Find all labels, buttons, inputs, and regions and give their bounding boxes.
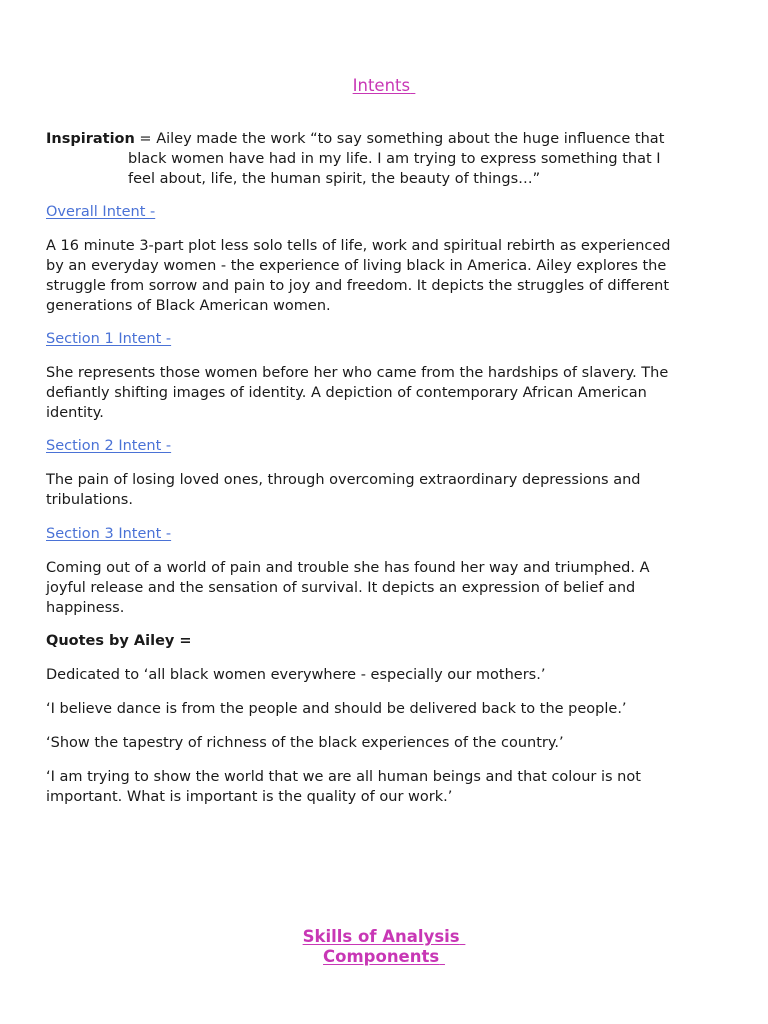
page-title [0, 76, 768, 96]
overall-intent-heading[interactable] [46, 202, 726, 222]
section-2-line: tribulations. [46, 492, 133, 508]
quote-4-line-1: ‘I am trying to show the world that we are all human beings and that colour is not [46, 769, 641, 785]
quotes-heading: Quotes by Ailey = [46, 633, 192, 649]
quote-1: Dedicated to ‘all black women everywhere - especially our mothers.’ [46, 667, 546, 683]
section-3-paragraph [46, 558, 726, 618]
section-2-line: The pain of losing loved ones, through overcoming extraordinary depressions and [46, 472, 641, 488]
overall-intent-paragraph [46, 236, 726, 316]
inspiration-paragraph [46, 129, 726, 189]
inspiration-label: Inspiration [46, 131, 135, 147]
section-3-line: Coming out of a world of pain and trouble she has found her way and triumphed. A [46, 560, 650, 576]
quote-4-line-2: important. What is important is the quality of our work.’ [46, 789, 453, 805]
quote-2: ‘I believe dance is from the people and should be delivered back to the people.’ [46, 701, 627, 717]
footer-title-line-1 [0, 927, 768, 947]
section-3-line: joyful release and the sensation of survival. It depicts an expression of belief and [46, 580, 636, 596]
quote-4 [46, 767, 726, 807]
inspiration-text-1: = Ailey made the work “to say something about the huge influence that [134, 131, 665, 147]
inspiration-line-2: black women have had in my life. I am trying to express something that I [128, 151, 661, 167]
section-1-paragraph [46, 363, 726, 423]
footer-title-text-2: Components [323, 947, 440, 966]
page-title-text: Intents [352, 76, 411, 95]
section-2-link[interactable]: Section 2 Intent - [46, 438, 172, 454]
section-1-link[interactable]: Section 1 Intent - [46, 331, 172, 347]
inspiration-line-1 [46, 129, 726, 149]
overall-line: A 16 minute 3-part plot less solo tells of life, work and spiritual rebirth as experienced [46, 238, 671, 254]
overall-line: generations of Black American women. [46, 298, 331, 314]
footer-title-line-2 [0, 947, 768, 967]
section-1-heading[interactable] [46, 329, 726, 349]
overall-line: struggle from sorrow and pain to joy and freedom. It depicts the struggles of different [46, 278, 670, 294]
inspiration-line-3: feel about, life, the human spirit, the beauty of things…” [128, 171, 541, 187]
section-3-line: happiness. [46, 600, 125, 616]
section-1-line: identity. [46, 405, 104, 421]
section-3-heading[interactable] [46, 524, 726, 544]
footer-title-text-1: Skills of Analysis [302, 927, 460, 946]
quote-3: ‘Show the tapestry of richness of the black experiences of the country.’ [46, 735, 564, 751]
section-3-link[interactable]: Section 3 Intent - [46, 526, 172, 542]
overall-line: by an everyday women - the experience of living black in America. Ailey explores the [46, 258, 667, 274]
section-1-line: defiantly shifting images of identity. A depiction of contemporary African American [46, 385, 647, 401]
section-2-paragraph [46, 470, 726, 510]
overall-intent-link[interactable]: Overall Intent - [46, 204, 156, 220]
section-2-heading[interactable] [46, 436, 726, 456]
section-1-line: She represents those women before her who came from the hardships of slavery. The [46, 365, 669, 381]
